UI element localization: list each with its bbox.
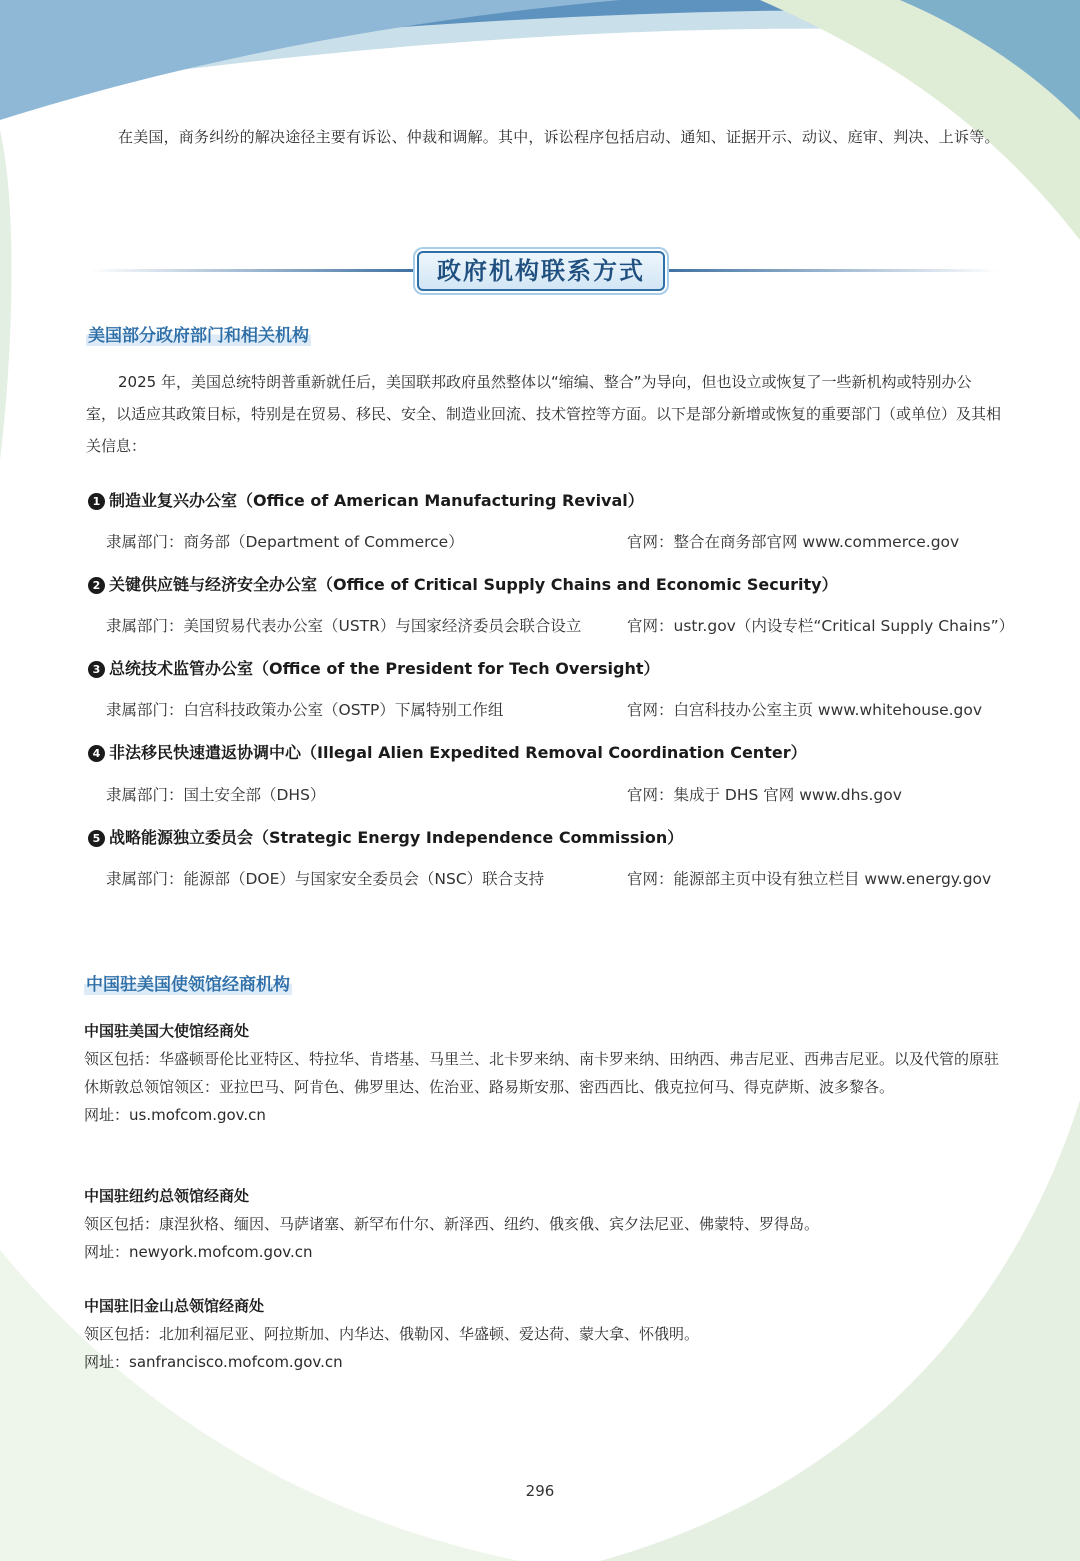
item-number-badge: 4 xyxy=(88,745,105,762)
item-number-badge: 5 xyxy=(88,830,105,847)
title-rule-left xyxy=(90,269,420,272)
item-title-text: 制造业复兴办公室（Office of American Manufacturing Revival） xyxy=(109,491,644,510)
consulate-url: 网址：us.mofcom.gov.cn xyxy=(84,1106,266,1124)
item-number-badge: 1 xyxy=(88,493,105,510)
item-title-text: 战略能源独立委员会（Strategic Energy Independence Commission） xyxy=(109,828,684,847)
gov-item-dept: 隶属部门：白宫科技政策办公室（OSTP）下属特别工作组 xyxy=(106,701,504,719)
consulate-url: 网址：sanfrancisco.mofcom.gov.cn xyxy=(84,1353,343,1371)
consulate-block xyxy=(84,1182,1004,1266)
gov-item-title xyxy=(88,572,838,595)
consulate-block xyxy=(84,1017,1004,1129)
gov-item-dept: 隶属部门：能源部（DOE）与国家安全委员会（NSC）联合支持 xyxy=(106,870,545,888)
consulate-region: 领区包括：北加利福尼亚、阿拉斯加、内华达、俄勒冈、华盛顿、爱达荷、蒙大拿、怀俄明。 xyxy=(84,1325,700,1343)
gov-item-title xyxy=(88,488,644,511)
section-title: 政府机构联系方式 xyxy=(417,251,665,291)
page-number: 296 xyxy=(525,1482,555,1500)
intro-paragraph: 在美国，商务纠纷的解决途径主要有诉讼、仲裁和调解。其中，诉讼程序包括启动、通知、证据开示、动议、庭审、判决、上诉等。 xyxy=(118,128,1000,146)
consulate-block xyxy=(84,1292,1004,1376)
gov-item-dept: 隶属部门：美国贸易代表办公室（USTR）与国家经济委员会联合设立 xyxy=(106,617,582,635)
consulate-url: 网址：newyork.mofcom.gov.cn xyxy=(84,1243,313,1261)
consulate-region: 领区包括：华盛顿哥伦比亚特区、特拉华、肯塔基、马里兰、北卡罗来纳、南卡罗来纳、田纳西、弗吉尼亚、西弗吉尼亚。以及代管的原驻休斯敦总领馆领区：亚拉巴马、阿肯色、佛罗里达、佐治亚、路易斯安那、密西西比、俄克拉何马、得克萨斯、波多黎各。 xyxy=(84,1050,1000,1096)
gov-intro-paragraph: 2025 年，美国总统特朗普重新就任后，美国联邦政府虽然整体以“缩编、整合”为导向，但也设立或恢复了一些新机构或特别办公室，以适应其政策目标，特别是在贸易、移民、安全、制造业回流、技术管控等方面。以下是部分新增或恢复的重要部门（或单位）及其相关信息： xyxy=(86,373,1002,455)
gov-item-site: 官网：集成于 DHS 官网 www.dhs.gov xyxy=(627,786,902,804)
item-title-text: 关键供应链与经济安全办公室（Office of Critical Supply Chains and Economic Security） xyxy=(109,575,838,594)
china-heading: 中国驻美国使领馆经商机构 xyxy=(84,970,292,995)
gov-item-title xyxy=(88,740,807,763)
consulate-title: 中国驻旧金山总领馆经商处 xyxy=(84,1297,265,1315)
item-number-badge: 2 xyxy=(88,577,105,594)
gov-item-dept: 隶属部门：商务部（Department of Commerce） xyxy=(106,533,464,551)
gov-item-title xyxy=(88,656,660,679)
consulate-title: 中国驻美国大使馆经商处 xyxy=(84,1022,250,1040)
title-rule-right xyxy=(660,269,998,272)
item-title-text: 非法移民快速遣返协调中心（Illegal Alien Expedited Removal Coordination Center） xyxy=(109,743,807,762)
gov-item-site: 官网：整合在商务部官网 www.commerce.gov xyxy=(627,533,960,551)
consulate-region: 领区包括：康涅狄格、缅因、马萨诸塞、新罕布什尔、新泽西、纽约、俄亥俄、宾夕法尼亚、佛蒙特、罗得岛。 xyxy=(84,1215,820,1233)
consulate-title: 中国驻纽约总领馆经商处 xyxy=(84,1187,250,1205)
item-title-text: 总统技术监管办公室（Office of the President for Tech Oversight） xyxy=(109,659,660,678)
gov-item-site: 官网：ustr.gov（内设专栏“Critical Supply Chains”） xyxy=(627,617,1015,635)
gov-heading: 美国部分政府部门和相关机构 xyxy=(86,321,311,346)
gov-item-dept: 隶属部门：国土安全部（DHS） xyxy=(106,786,326,804)
gov-item-site: 官网：白宫科技办公室主页 www.whitehouse.gov xyxy=(627,701,983,719)
gov-item-site: 官网：能源部主页中设有独立栏目 www.energy.gov xyxy=(627,870,992,888)
gov-item-title xyxy=(88,825,683,848)
item-number-badge: 3 xyxy=(88,661,105,678)
